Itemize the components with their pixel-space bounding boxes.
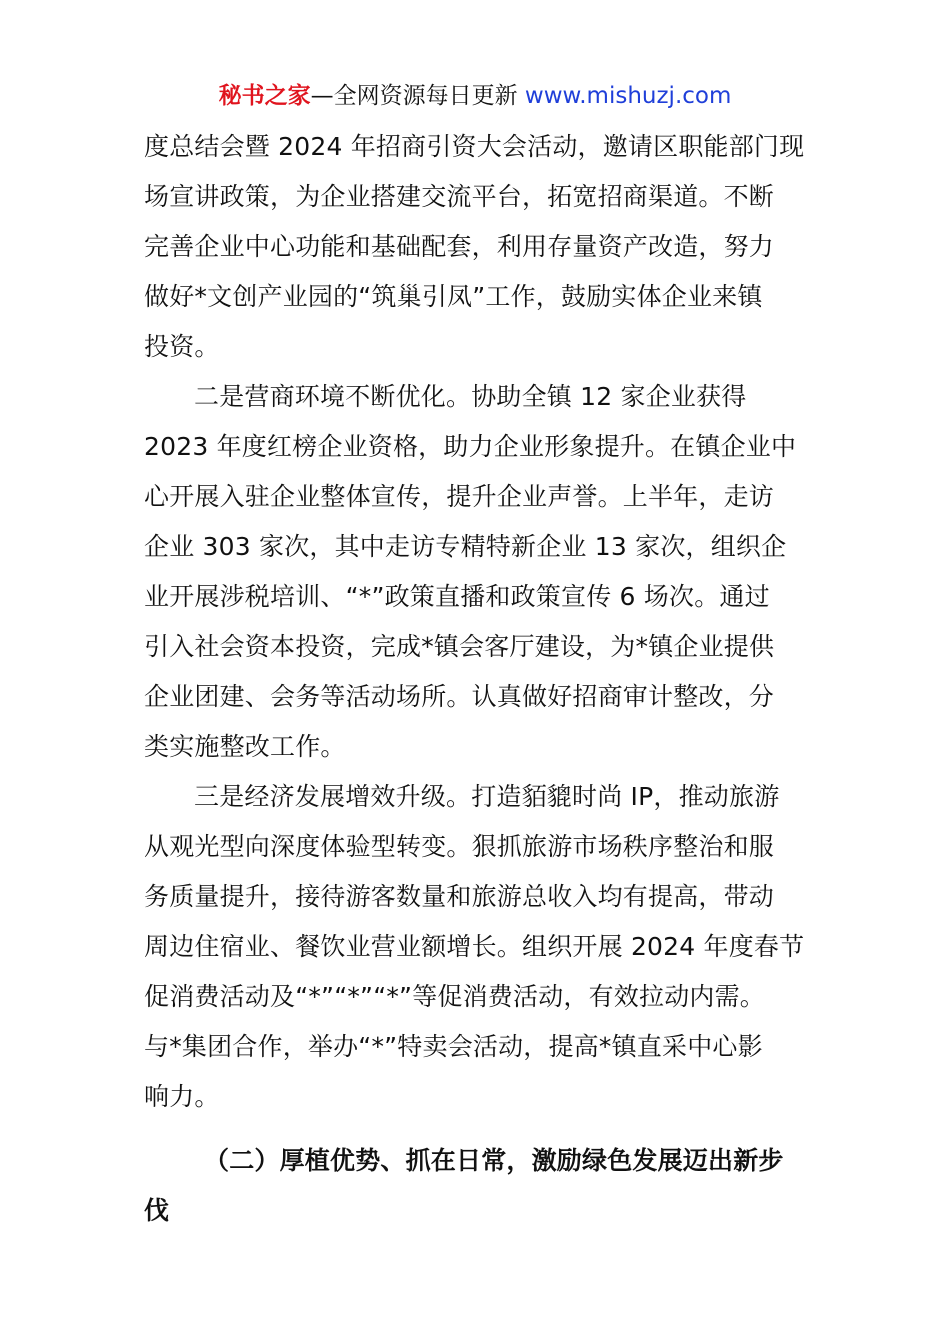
text-line: 2023 年度红榜企业资格，助力企业形象提升。在镇企业中 <box>144 432 797 461</box>
text-line: 三是经济发展增效升级。打造貊貔时尚 IP，推动旅游 <box>194 782 780 811</box>
text-line: 企业团建、会务等活动场所。认真做好招商审计整改，分 <box>144 682 775 711</box>
text-line: 企业 303 家次，其中走访专精特新企业 13 家次，组织企 <box>144 532 787 561</box>
text-line: 完善企业中心功能和基础配套，利用存量资产改造，努力 <box>144 232 775 261</box>
section-heading <box>144 1136 808 1236</box>
text-line: 响力。 <box>144 1082 220 1111</box>
text-line: 促消费活动及“*”“*”“*”等促消费活动，有效拉动内需。 <box>144 982 766 1011</box>
heading-line: （二）厚植优势、抓在日常，激励绿色发展迈出新步 <box>204 1146 784 1175</box>
paragraph-continued <box>144 122 808 372</box>
document-body <box>144 122 808 1236</box>
text-line: 与*集团合作，举办“*”特卖会活动，提高*镇直采中心影 <box>144 1032 763 1061</box>
text-line: 引入社会资本投资，完成*镇会客厅建设，为*镇企业提供 <box>144 632 775 661</box>
text-line: 务质量提升，接待游客数量和旅游总收入均有提高，带动 <box>144 882 775 911</box>
paragraph-economic-development <box>144 772 808 1122</box>
text-line: 场宣讲政策，为企业搭建交流平台，拓宽招商渠道。不断 <box>144 182 775 211</box>
text-line: 从观光型向深度体验型转变。狠抓旅游市场秩序整治和服 <box>144 832 775 861</box>
site-brand: 秘书之家 <box>218 83 311 109</box>
text-line: 投资。 <box>144 332 220 361</box>
text-line: 度总结会暨 2024 年招商引资大会活动，邀请区职能部门现 <box>144 132 805 161</box>
text-line: 周边住宿业、餐饮业营业额增长。组织开展 2024 年度春节 <box>144 932 805 961</box>
text-line: 做好*文创产业园的“筑巢引凤”工作，鼓励实体企业来镇 <box>144 282 763 311</box>
site-tagline: —全网资源每日更新 <box>310 83 518 109</box>
heading-line: 伐 <box>144 1196 170 1225</box>
site-url-link[interactable]: www.mishuzj.com <box>524 83 732 109</box>
text-line: 心开展入驻企业整体宣传，提升企业声誉。上半年，走访 <box>144 482 775 511</box>
site-header <box>0 80 950 112</box>
text-line: 业开展涉税培训、“*”政策直播和政策宣传 6 场次。通过 <box>144 582 770 611</box>
text-line: 二是营商环境不断优化。协助全镇 12 家企业获得 <box>194 382 747 411</box>
paragraph-business-environment <box>144 372 808 772</box>
text-line: 类实施整改工作。 <box>144 732 346 761</box>
